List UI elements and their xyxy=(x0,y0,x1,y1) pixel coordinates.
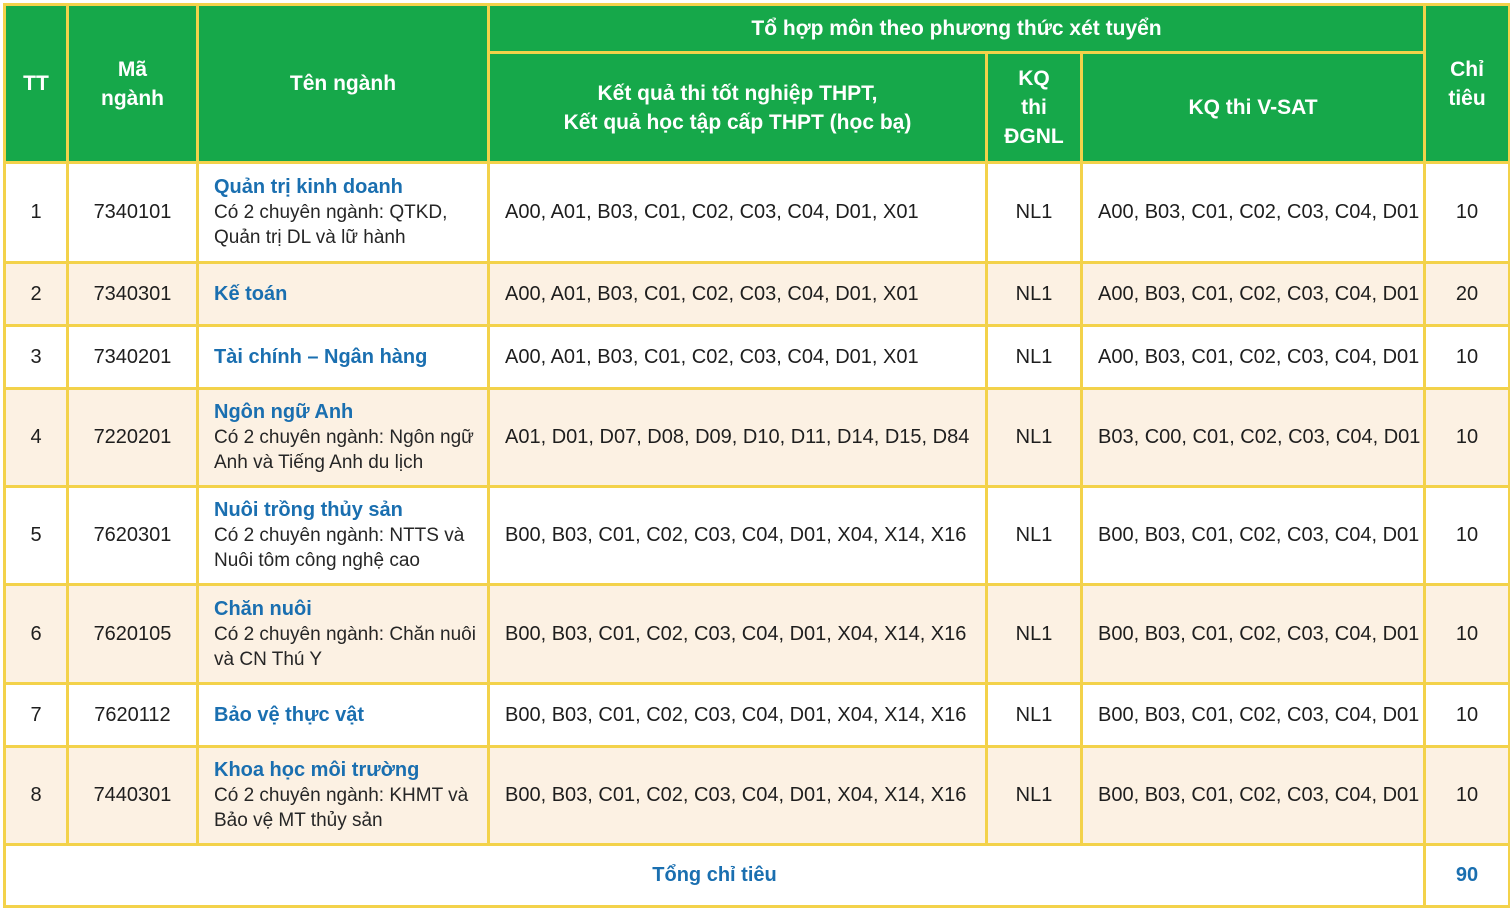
cell-code: 7620301 xyxy=(68,487,198,585)
cell-major xyxy=(198,163,489,263)
header-major-name: Tên ngành xyxy=(198,5,489,163)
cell-thpt: A01, D01, D07, D08, D09, D10, D11, D14, D15, D84 xyxy=(489,389,987,487)
major-name: Kế toán xyxy=(214,282,288,305)
cell-major xyxy=(198,389,489,487)
header-thpt xyxy=(489,53,987,163)
major-name: Khoa học môi trường xyxy=(214,759,420,781)
cell-quota: 20 xyxy=(1425,263,1510,326)
table-row xyxy=(5,389,1510,487)
cell-vsat: B00, B03, C01, C02, C03, C04, D01 xyxy=(1082,747,1425,845)
table-row xyxy=(5,163,1510,263)
cell-tt: 2 xyxy=(5,263,68,326)
cell-quota: 10 xyxy=(1425,585,1510,684)
cell-quota: 10 xyxy=(1425,326,1510,389)
major-name: Chăn nuôi xyxy=(214,597,312,620)
cell-tt: 4 xyxy=(5,389,68,487)
header-thpt-line1: Kết quả thi tốt nghiệp THPT, xyxy=(597,81,878,105)
total-label: Tổng chỉ tiêu xyxy=(5,845,1425,907)
table-row xyxy=(5,585,1510,684)
cell-code: 7340301 xyxy=(68,263,198,326)
cell-quota: 10 xyxy=(1425,487,1510,585)
cell-quota: 10 xyxy=(1425,389,1510,487)
cell-quota: 10 xyxy=(1425,163,1510,263)
cell-major xyxy=(198,747,489,845)
cell-major xyxy=(198,487,489,585)
header-tt: TT xyxy=(5,5,68,163)
major-name: Ngôn ngữ Anh xyxy=(214,401,354,423)
major-name: Tài chính – Ngân hàng xyxy=(214,345,428,368)
cell-tt: 5 xyxy=(5,487,68,585)
cell-dgnl: NL1 xyxy=(987,389,1082,487)
cell-tt: 1 xyxy=(5,163,68,263)
cell-dgnl: NL1 xyxy=(987,163,1082,263)
major-name: Nuôi trồng thủy sản xyxy=(214,499,403,521)
cell-vsat: B00, B03, C01, C02, C03, C04, D01 xyxy=(1082,585,1425,684)
cell-dgnl: NL1 xyxy=(987,684,1082,747)
cell-code: 7340101 xyxy=(68,163,198,263)
cell-quota: 10 xyxy=(1425,684,1510,747)
cell-vsat: B00, B03, C01, C02, C03, C04, D01 xyxy=(1082,487,1425,585)
cell-dgnl: NL1 xyxy=(987,487,1082,585)
cell-code: 7440301 xyxy=(68,747,198,845)
cell-vsat: A00, B03, C01, C02, C03, C04, D01 xyxy=(1082,263,1425,326)
cell-tt: 7 xyxy=(5,684,68,747)
header-major-code xyxy=(68,5,198,163)
header-quota xyxy=(1425,5,1510,163)
cell-major xyxy=(198,326,489,389)
cell-dgnl: NL1 xyxy=(987,747,1082,845)
table-row xyxy=(5,487,1510,585)
cell-code: 7220201 xyxy=(68,389,198,487)
cell-vsat: A00, B03, C01, C02, C03, C04, D01 xyxy=(1082,163,1425,263)
major-name: Bảo vệ thực vật xyxy=(214,703,365,726)
cell-dgnl: NL1 xyxy=(987,326,1082,389)
cell-major xyxy=(198,684,489,747)
cell-thpt: A00, A01, B03, C01, C02, C03, C04, D01, X01 xyxy=(489,263,987,326)
cell-thpt: A00, A01, B03, C01, C02, C03, C04, D01, X01 xyxy=(489,163,987,263)
total-value: 90 xyxy=(1425,845,1510,907)
cell-thpt: B00, B03, C01, C02, C03, C04, D01, X04, X14, X16 xyxy=(489,487,987,585)
cell-thpt: B00, B03, C01, C02, C03, C04, D01, X04, X14, X16 xyxy=(489,747,987,845)
cell-thpt: B00, B03, C01, C02, C03, C04, D01, X04, X14, X16 xyxy=(489,585,987,684)
cell-vsat: B00, B03, C01, C02, C03, C04, D01 xyxy=(1082,684,1425,747)
admission-table xyxy=(3,3,1510,908)
header-thpt-line2: Kết quả học tập cấp THPT (học bạ) xyxy=(563,110,912,134)
major-note: Có 2 chuyên ngành: QTKD, Quản trị DL và lữ hành xyxy=(214,202,448,248)
cell-major xyxy=(198,585,489,684)
cell-quota: 10 xyxy=(1425,747,1510,845)
cell-code: 7340201 xyxy=(68,326,198,389)
cell-tt: 3 xyxy=(5,326,68,389)
cell-dgnl: NL1 xyxy=(987,263,1082,326)
header-vsat: KQ thi V-SAT xyxy=(1082,53,1425,163)
header-dgnl-text: KQ thi ĐGNL xyxy=(1004,67,1064,148)
table-row xyxy=(5,747,1510,845)
cell-thpt: B00, B03, C01, C02, C03, C04, D01, X04, X14, X16 xyxy=(489,684,987,747)
cell-thpt: A00, A01, B03, C01, C02, C03, C04, D01, X01 xyxy=(489,326,987,389)
major-note: Có 2 chuyên ngành: NTTS và Nuôi tôm công nghệ cao xyxy=(214,525,465,571)
cell-code: 7620112 xyxy=(68,684,198,747)
table-row xyxy=(5,263,1510,326)
major-note: Có 2 chuyên ngành: Chăn nuôi và CN Thú Y xyxy=(214,623,476,670)
cell-code: 7620105 xyxy=(68,585,198,684)
major-note: Có 2 chuyên ngành: Ngôn ngữ Anh và Tiếng Anh du lịch xyxy=(214,427,474,473)
header-dgnl xyxy=(987,53,1082,163)
cell-vsat: B03, C00, C01, C02, C03, C04, D01 xyxy=(1082,389,1425,487)
header-quota-text: Chỉ tiêu xyxy=(1448,57,1486,110)
cell-tt: 8 xyxy=(5,747,68,845)
total-row xyxy=(5,845,1510,907)
table-row xyxy=(5,326,1510,389)
table-row xyxy=(5,684,1510,747)
cell-major xyxy=(198,263,489,326)
cell-vsat: A00, B03, C01, C02, C03, C04, D01 xyxy=(1082,326,1425,389)
cell-dgnl: NL1 xyxy=(987,585,1082,684)
cell-tt: 6 xyxy=(5,585,68,684)
major-name: Quản trị kinh doanh xyxy=(214,176,403,198)
header-combination-group: Tổ hợp môn theo phương thức xét tuyển xyxy=(489,5,1425,53)
header-major-code-text: Mã ngành xyxy=(101,57,164,110)
major-note: Có 2 chuyên ngành: KHMT và Bảo vệ MT thủy sản xyxy=(214,785,469,831)
